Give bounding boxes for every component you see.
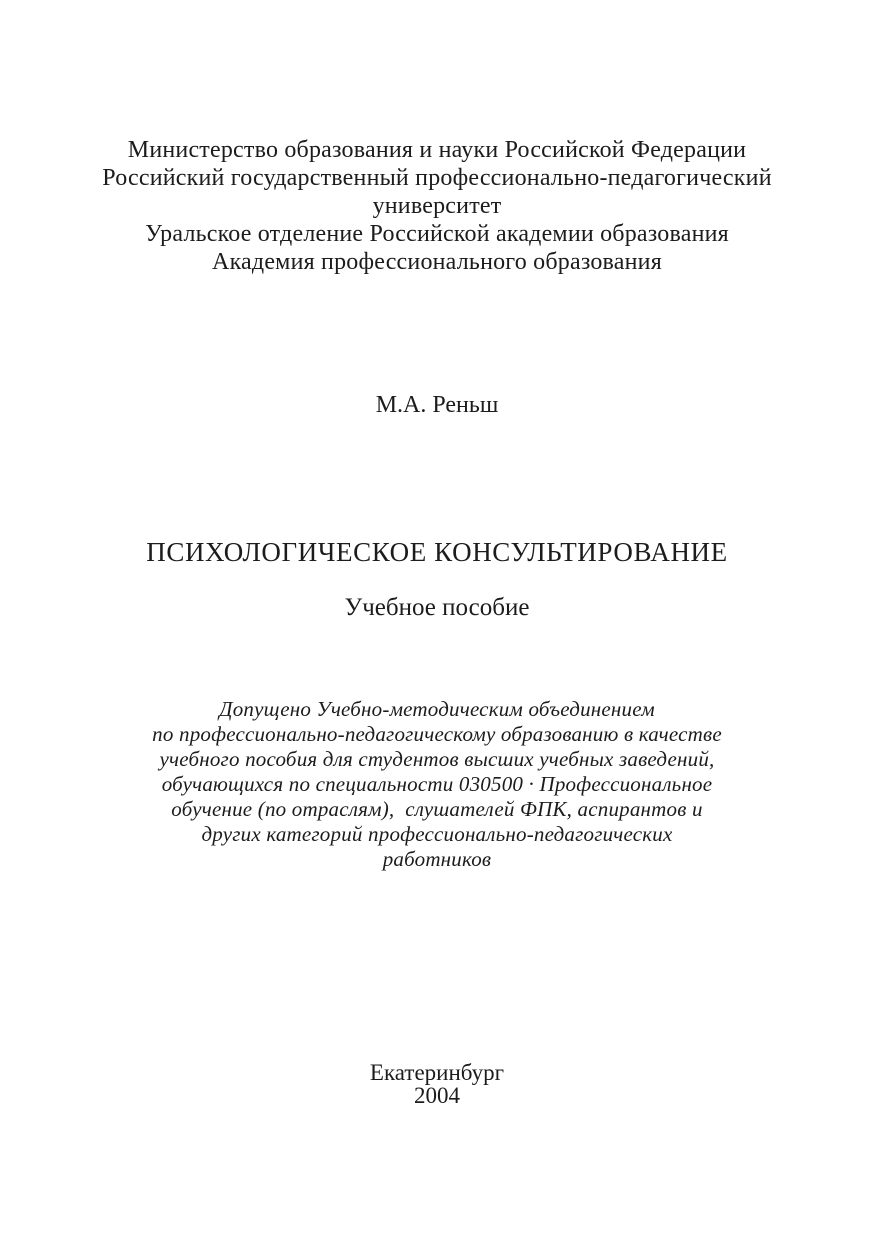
book-title: ПСИХОЛОГИЧЕСКОЕ КОНСУЛЬТИРОВАНИЕ xyxy=(146,537,728,567)
institution-line: Академия профессионального образования xyxy=(212,249,662,275)
approval-line: обучающихся по специальности 030500 · Профессиональное xyxy=(161,772,713,796)
approval-line: учебного пособия для студентов высших учебных заведений, xyxy=(159,747,715,771)
approval-line: по профессионально-педагогическому образованию в качестве xyxy=(152,722,722,746)
author-name: М.А. Реньш xyxy=(375,392,499,418)
institution-line: Уральское отделение Российской академии образования xyxy=(145,221,729,247)
imprint-year: 2004 xyxy=(414,1083,460,1108)
approval-line: Допущено Учебно-методическим объединением xyxy=(219,697,655,721)
institution-line: университет xyxy=(372,193,502,219)
imprint-city: Екатеринбург xyxy=(369,1060,505,1085)
approval-line: работников xyxy=(382,847,492,871)
book-subtitle: Учебное пособие xyxy=(344,594,530,621)
institution-line: Министерство образования и науки Российской Федерации xyxy=(127,137,747,163)
approval-line: других категорий профессионально-педагогических xyxy=(201,822,673,846)
approval-line: обучение (по отраслям), слушателей ФПК, аспирантов и xyxy=(171,797,703,821)
institution-line: Российский государственный профессионально-педагогический xyxy=(102,165,772,191)
institutions-header xyxy=(60,136,814,276)
approval-statement xyxy=(90,697,784,872)
